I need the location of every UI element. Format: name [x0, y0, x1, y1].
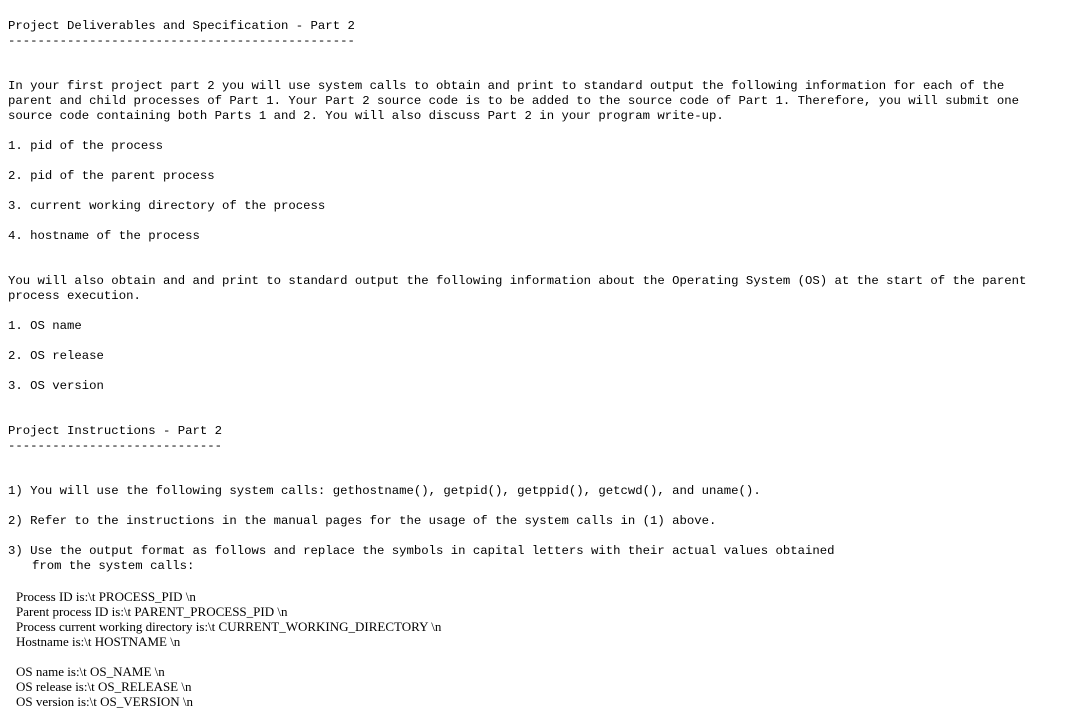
title-underline: -----------------------------	[8, 439, 223, 453]
list-item: 1. pid of the process	[8, 139, 163, 153]
instruction-step: 1) You will use the following system calls: gethostname(), getpid(), getppid(), getcwd(), and uname().	[8, 484, 761, 498]
os-list-item: 2. OS release	[8, 349, 104, 363]
format-line: Hostname is:\t HOSTNAME \n	[16, 634, 181, 649]
section-title-instructions: Project Instructions - Part 2	[8, 424, 223, 438]
output-format-block	[16, 589, 1075, 709]
intro-paragraph: In your first project part 2 you will use system calls to obtain and print to standard output the following information for each of the parent and child processes of Part 1. Your Part 2 source code is to be added to the source code of Part 1. Therefore, you will submit one source code containing both Parts 1 and 2. You will also discuss Part 2 in your program write-up.	[8, 79, 1019, 123]
format-line: Parent process ID is:\t PARENT_PROCESS_PID \n	[16, 604, 288, 619]
os-list-item: 3. OS version	[8, 379, 104, 393]
list-item: 2. pid of the parent process	[8, 169, 215, 183]
list-item: 3. current working directory of the process	[8, 199, 326, 213]
section-title-deliverables: Project Deliverables and Specification - Part 2	[8, 19, 355, 33]
format-line: Process ID is:\t PROCESS_PID \n	[16, 589, 196, 604]
instruction-step: 3) Use the output format as follows and replace the symbols in capital letters with their actual values obtained	[8, 544, 835, 558]
format-line: OS name is:\t OS_NAME \n	[16, 664, 165, 679]
format-line: OS version is:\t OS_VERSION \n	[16, 694, 193, 709]
os-intro-paragraph: You will also obtain and and print to standard output the following information about the Operating System (OS) at the start of the parent process execution.	[8, 274, 1027, 303]
instruction-step-continuation: from the system calls:	[32, 559, 195, 573]
format-line: OS release is:\t OS_RELEASE \n	[16, 679, 192, 694]
title-underline: -----------------------------------------------	[8, 34, 355, 48]
format-line: Process current working directory is:\t CURRENT_WORKING_DIRECTORY \n	[16, 619, 442, 634]
os-list-item: 1. OS name	[8, 319, 82, 333]
instruction-step: 2) Refer to the instructions in the manual pages for the usage of the system calls in (1) above.	[8, 514, 717, 528]
list-item: 4. hostname of the process	[8, 229, 200, 243]
